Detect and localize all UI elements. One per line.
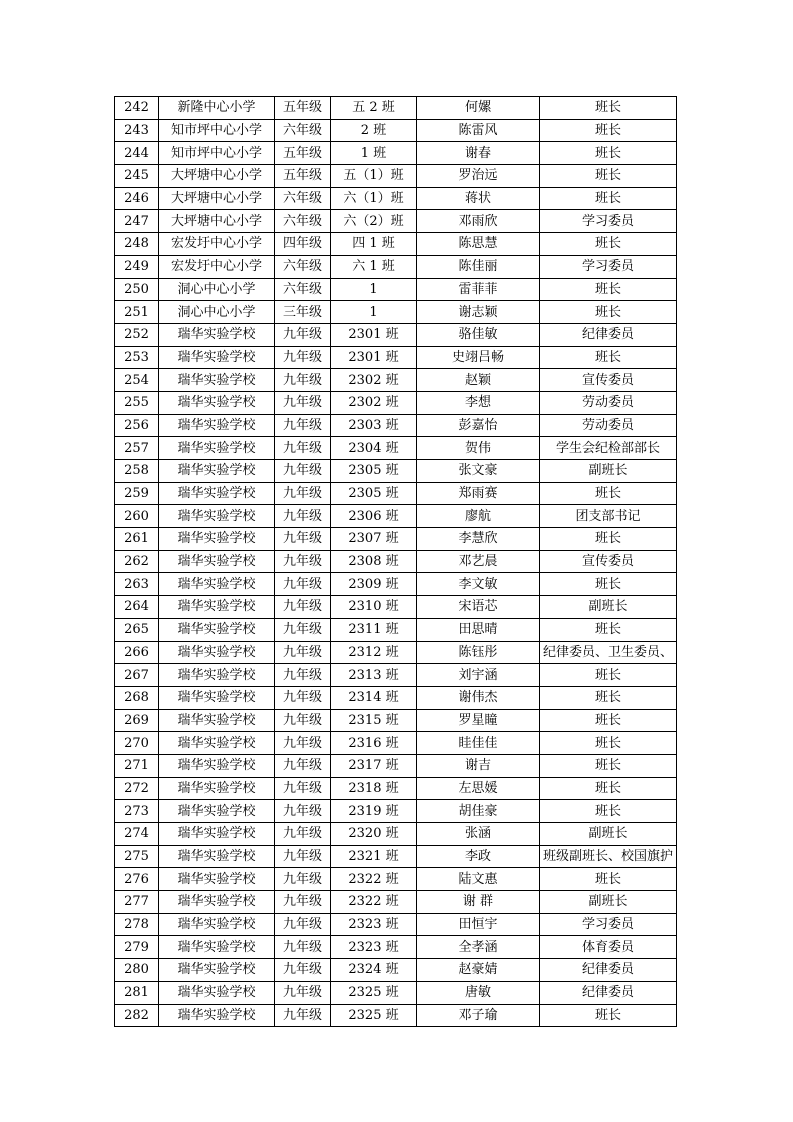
table-row	[115, 369, 677, 392]
student-name-cell: 谢吉	[417, 754, 540, 777]
class-name-cell: 2312 班	[331, 641, 417, 664]
row-number-cell: 242	[115, 97, 159, 120]
school-name-cell: 瑞华实验学校	[159, 573, 275, 596]
row-number-cell: 281	[115, 981, 159, 1004]
student-name-cell: 谢志颖	[417, 301, 540, 324]
grade-cell: 九年级	[275, 596, 331, 619]
role-cell: 学习委员	[540, 210, 677, 233]
school-name-cell: 瑞华实验学校	[159, 482, 275, 505]
class-name-cell: 2325 班	[331, 1004, 417, 1027]
role-cell: 班长	[540, 142, 677, 165]
student-name-cell: 田恒宇	[417, 913, 540, 936]
table-row	[115, 664, 677, 687]
grade-cell: 九年级	[275, 414, 331, 437]
class-name-cell: 2315 班	[331, 709, 417, 732]
role-cell: 宣传委员	[540, 369, 677, 392]
student-name-cell: 何嫘	[417, 97, 540, 120]
class-name-cell: 五 2 班	[331, 97, 417, 120]
table-row	[115, 913, 677, 936]
row-number-cell: 243	[115, 119, 159, 142]
table-row	[115, 868, 677, 891]
role-cell: 班长	[540, 233, 677, 256]
school-name-cell: 瑞华实验学校	[159, 959, 275, 982]
class-name-cell: 2306 班	[331, 505, 417, 528]
school-name-cell: 瑞华实验学校	[159, 936, 275, 959]
row-number-cell: 256	[115, 414, 159, 437]
table-row	[115, 891, 677, 914]
role-cell: 班长	[540, 97, 677, 120]
role-cell: 班长	[540, 709, 677, 732]
school-name-cell: 瑞华实验学校	[159, 1004, 275, 1027]
row-number-cell: 278	[115, 913, 159, 936]
grade-cell: 九年级	[275, 823, 331, 846]
student-name-cell: 宋语芯	[417, 596, 540, 619]
table-row	[115, 1004, 677, 1027]
student-name-cell: 贺伟	[417, 437, 540, 460]
row-number-cell: 264	[115, 596, 159, 619]
table-row	[115, 210, 677, 233]
class-name-cell: 2301 班	[331, 346, 417, 369]
row-number-cell: 263	[115, 573, 159, 596]
school-name-cell: 瑞华实验学校	[159, 641, 275, 664]
school-name-cell: 瑞华实验学校	[159, 913, 275, 936]
school-name-cell: 瑞华实验学校	[159, 754, 275, 777]
student-name-cell: 眭佳佳	[417, 732, 540, 755]
role-cell: 纪律委员	[540, 323, 677, 346]
class-name-cell: 2311 班	[331, 618, 417, 641]
student-name-cell: 史翊吕畅	[417, 346, 540, 369]
row-number-cell: 282	[115, 1004, 159, 1027]
grade-cell: 九年级	[275, 913, 331, 936]
school-name-cell: 瑞华实验学校	[159, 346, 275, 369]
school-name-cell: 大坪塘中心小学	[159, 187, 275, 210]
role-cell: 班长	[540, 528, 677, 551]
role-cell: 班长	[540, 165, 677, 188]
role-cell: 班长	[540, 868, 677, 891]
role-cell: 班长	[540, 754, 677, 777]
row-number-cell: 254	[115, 369, 159, 392]
grade-cell: 三年级	[275, 301, 331, 324]
class-name-cell: 五（1）班	[331, 165, 417, 188]
row-number-cell: 248	[115, 233, 159, 256]
student-name-cell: 骆佳敏	[417, 323, 540, 346]
grade-cell: 六年级	[275, 278, 331, 301]
row-number-cell: 280	[115, 959, 159, 982]
grade-cell: 九年级	[275, 732, 331, 755]
grade-cell: 九年级	[275, 369, 331, 392]
table-row	[115, 323, 677, 346]
grade-cell: 五年级	[275, 97, 331, 120]
class-name-cell: 2310 班	[331, 596, 417, 619]
student-name-cell: 陈钰彤	[417, 641, 540, 664]
row-number-cell: 247	[115, 210, 159, 233]
student-name-cell: 陈思慧	[417, 233, 540, 256]
class-name-cell: 六 1 班	[331, 255, 417, 278]
grade-cell: 九年级	[275, 686, 331, 709]
school-name-cell: 瑞华实验学校	[159, 460, 275, 483]
grade-cell: 九年级	[275, 346, 331, 369]
table-row	[115, 641, 677, 664]
row-number-cell: 244	[115, 142, 159, 165]
class-name-cell: 2324 班	[331, 959, 417, 982]
table-row	[115, 142, 677, 165]
grade-cell: 九年级	[275, 777, 331, 800]
table-row	[115, 505, 677, 528]
school-name-cell: 瑞华实验学校	[159, 437, 275, 460]
grade-cell: 五年级	[275, 142, 331, 165]
role-cell: 学生会纪检部部长	[540, 437, 677, 460]
class-name-cell: 1 班	[331, 142, 417, 165]
row-number-cell: 266	[115, 641, 159, 664]
class-name-cell: 2321 班	[331, 845, 417, 868]
class-name-cell: 2303 班	[331, 414, 417, 437]
student-name-cell: 谢伟杰	[417, 686, 540, 709]
class-name-cell: 2301 班	[331, 323, 417, 346]
row-number-cell: 246	[115, 187, 159, 210]
student-name-cell: 左思媛	[417, 777, 540, 800]
class-name-cell: 六（2）班	[331, 210, 417, 233]
class-name-cell: 六（1）班	[331, 187, 417, 210]
table-row	[115, 437, 677, 460]
class-name-cell: 2325 班	[331, 981, 417, 1004]
class-name-cell: 2302 班	[331, 369, 417, 392]
table-row	[115, 800, 677, 823]
table-row	[115, 414, 677, 437]
student-name-cell: 郑雨赛	[417, 482, 540, 505]
role-cell: 班长	[540, 777, 677, 800]
table-row	[115, 528, 677, 551]
school-name-cell: 瑞华实验学校	[159, 528, 275, 551]
grade-cell: 九年级	[275, 641, 331, 664]
table-row	[115, 278, 677, 301]
row-number-cell: 267	[115, 664, 159, 687]
class-name-cell: 2302 班	[331, 391, 417, 414]
table-row	[115, 346, 677, 369]
class-name-cell: 2305 班	[331, 460, 417, 483]
student-name-cell: 李想	[417, 391, 540, 414]
role-cell: 学习委员	[540, 255, 677, 278]
grade-cell: 九年级	[275, 1004, 331, 1027]
grade-cell: 九年级	[275, 437, 331, 460]
row-number-cell: 261	[115, 528, 159, 551]
role-cell: 体育委员	[540, 936, 677, 959]
student-name-cell: 陆文惠	[417, 868, 540, 891]
table-row	[115, 981, 677, 1004]
row-number-cell: 272	[115, 777, 159, 800]
table-row	[115, 187, 677, 210]
row-number-cell: 253	[115, 346, 159, 369]
role-cell: 学习委员	[540, 913, 677, 936]
role-cell: 班长	[540, 1004, 677, 1027]
class-name-cell: 2318 班	[331, 777, 417, 800]
class-name-cell: 2307 班	[331, 528, 417, 551]
class-name-cell: 2305 班	[331, 482, 417, 505]
class-name-cell: 1	[331, 301, 417, 324]
row-number-cell: 268	[115, 686, 159, 709]
role-cell: 纪律委员	[540, 981, 677, 1004]
row-number-cell: 259	[115, 482, 159, 505]
school-name-cell: 瑞华实验学校	[159, 891, 275, 914]
grade-cell: 九年级	[275, 845, 331, 868]
grade-cell: 九年级	[275, 550, 331, 573]
role-cell: 班长	[540, 664, 677, 687]
class-name-cell: 2322 班	[331, 891, 417, 914]
table-row	[115, 596, 677, 619]
school-name-cell: 大坪塘中心小学	[159, 165, 275, 188]
grade-cell: 五年级	[275, 165, 331, 188]
grade-cell: 九年级	[275, 528, 331, 551]
role-cell: 班长	[540, 278, 677, 301]
table-row	[115, 460, 677, 483]
role-cell: 班级副班长、校国旗护	[540, 845, 677, 868]
grade-cell: 九年级	[275, 460, 331, 483]
student-name-cell: 赵豪婧	[417, 959, 540, 982]
student-name-cell: 李慧欣	[417, 528, 540, 551]
grade-cell: 四年级	[275, 233, 331, 256]
class-name-cell: 2319 班	[331, 800, 417, 823]
row-number-cell: 279	[115, 936, 159, 959]
student-name-cell: 罗治远	[417, 165, 540, 188]
school-name-cell: 知市坪中心小学	[159, 119, 275, 142]
grade-cell: 九年级	[275, 482, 331, 505]
class-name-cell: 2322 班	[331, 868, 417, 891]
school-name-cell: 瑞华实验学校	[159, 664, 275, 687]
school-name-cell: 瑞华实验学校	[159, 369, 275, 392]
student-name-cell: 陈雷风	[417, 119, 540, 142]
row-number-cell: 265	[115, 618, 159, 641]
table-row	[115, 936, 677, 959]
table-row	[115, 845, 677, 868]
school-name-cell: 宏发圩中心小学	[159, 233, 275, 256]
school-name-cell: 宏发圩中心小学	[159, 255, 275, 278]
role-cell: 副班长	[540, 823, 677, 846]
student-name-cell: 雷菲菲	[417, 278, 540, 301]
school-name-cell: 瑞华实验学校	[159, 732, 275, 755]
class-name-cell: 2 班	[331, 119, 417, 142]
table-row	[115, 618, 677, 641]
table-row	[115, 165, 677, 188]
row-number-cell: 270	[115, 732, 159, 755]
role-cell: 宣传委员	[540, 550, 677, 573]
grade-cell: 九年级	[275, 868, 331, 891]
school-name-cell: 洞心中心小学	[159, 278, 275, 301]
school-name-cell: 新隆中心小学	[159, 97, 275, 120]
role-cell: 班长	[540, 686, 677, 709]
school-name-cell: 瑞华实验学校	[159, 323, 275, 346]
student-name-cell: 李文敏	[417, 573, 540, 596]
student-name-cell: 胡佳豪	[417, 800, 540, 823]
grade-cell: 六年级	[275, 187, 331, 210]
row-number-cell: 250	[115, 278, 159, 301]
row-number-cell: 245	[115, 165, 159, 188]
school-name-cell: 瑞华实验学校	[159, 550, 275, 573]
row-number-cell: 271	[115, 754, 159, 777]
table-row	[115, 777, 677, 800]
role-cell: 团支部书记	[540, 505, 677, 528]
school-name-cell: 瑞华实验学校	[159, 981, 275, 1004]
school-name-cell: 瑞华实验学校	[159, 845, 275, 868]
role-cell: 纪律委员	[540, 959, 677, 982]
row-number-cell: 251	[115, 301, 159, 324]
student-name-cell: 全孝涵	[417, 936, 540, 959]
school-name-cell: 瑞华实验学校	[159, 596, 275, 619]
role-cell: 班长	[540, 482, 677, 505]
role-cell: 劳动委员	[540, 391, 677, 414]
school-name-cell: 瑞华实验学校	[159, 800, 275, 823]
table-row	[115, 709, 677, 732]
table-row	[115, 550, 677, 573]
grade-cell: 六年级	[275, 255, 331, 278]
role-cell: 班长	[540, 618, 677, 641]
school-name-cell: 洞心中心小学	[159, 301, 275, 324]
class-name-cell: 2317 班	[331, 754, 417, 777]
class-name-cell: 2304 班	[331, 437, 417, 460]
school-name-cell: 瑞华实验学校	[159, 505, 275, 528]
grade-cell: 九年级	[275, 891, 331, 914]
table-row	[115, 754, 677, 777]
student-name-cell: 赵颖	[417, 369, 540, 392]
grade-cell: 九年级	[275, 936, 331, 959]
school-name-cell: 瑞华实验学校	[159, 391, 275, 414]
student-name-cell: 李政	[417, 845, 540, 868]
row-number-cell: 262	[115, 550, 159, 573]
class-name-cell: 2320 班	[331, 823, 417, 846]
student-name-cell: 邓雨欣	[417, 210, 540, 233]
student-name-cell: 邓子瑜	[417, 1004, 540, 1027]
role-cell: 班长	[540, 301, 677, 324]
class-name-cell: 四 1 班	[331, 233, 417, 256]
table-row	[115, 482, 677, 505]
row-number-cell: 277	[115, 891, 159, 914]
table-row	[115, 233, 677, 256]
role-cell: 纪律委员、卫生委员、	[540, 641, 677, 664]
school-name-cell: 知市坪中心小学	[159, 142, 275, 165]
student-name-cell: 彭嘉怡	[417, 414, 540, 437]
student-roster-table	[114, 96, 677, 1027]
row-number-cell: 255	[115, 391, 159, 414]
row-number-cell: 273	[115, 800, 159, 823]
student-name-cell: 邓艺晨	[417, 550, 540, 573]
table-row	[115, 573, 677, 596]
table-row	[115, 823, 677, 846]
student-name-cell: 张涵	[417, 823, 540, 846]
school-name-cell: 瑞华实验学校	[159, 686, 275, 709]
table-row	[115, 959, 677, 982]
grade-cell: 九年级	[275, 505, 331, 528]
student-name-cell: 廖航	[417, 505, 540, 528]
row-number-cell: 258	[115, 460, 159, 483]
role-cell: 班长	[540, 573, 677, 596]
class-name-cell: 2316 班	[331, 732, 417, 755]
student-name-cell: 田思晴	[417, 618, 540, 641]
role-cell: 副班长	[540, 891, 677, 914]
grade-cell: 六年级	[275, 210, 331, 233]
row-number-cell: 275	[115, 845, 159, 868]
row-number-cell: 260	[115, 505, 159, 528]
school-name-cell: 瑞华实验学校	[159, 618, 275, 641]
student-name-cell: 罗星瞳	[417, 709, 540, 732]
class-name-cell: 2314 班	[331, 686, 417, 709]
grade-cell: 九年级	[275, 959, 331, 982]
table-row	[115, 732, 677, 755]
table-row	[115, 255, 677, 278]
grade-cell: 九年级	[275, 618, 331, 641]
row-number-cell: 249	[115, 255, 159, 278]
student-name-cell: 陈佳丽	[417, 255, 540, 278]
school-name-cell: 瑞华实验学校	[159, 709, 275, 732]
grade-cell: 九年级	[275, 800, 331, 823]
school-name-cell: 瑞华实验学校	[159, 414, 275, 437]
school-name-cell: 瑞华实验学校	[159, 777, 275, 800]
grade-cell: 六年级	[275, 119, 331, 142]
class-name-cell: 2313 班	[331, 664, 417, 687]
table-row	[115, 391, 677, 414]
school-name-cell: 大坪塘中心小学	[159, 210, 275, 233]
role-cell: 班长	[540, 800, 677, 823]
grade-cell: 九年级	[275, 573, 331, 596]
class-name-cell: 2323 班	[331, 913, 417, 936]
student-name-cell: 唐敏	[417, 981, 540, 1004]
role-cell: 劳动委员	[540, 414, 677, 437]
grade-cell: 九年级	[275, 709, 331, 732]
table-row	[115, 686, 677, 709]
row-number-cell: 274	[115, 823, 159, 846]
grade-cell: 九年级	[275, 754, 331, 777]
grade-cell: 九年级	[275, 323, 331, 346]
role-cell: 副班长	[540, 460, 677, 483]
grade-cell: 九年级	[275, 664, 331, 687]
grade-cell: 九年级	[275, 391, 331, 414]
row-number-cell: 252	[115, 323, 159, 346]
role-cell: 班长	[540, 119, 677, 142]
table-row	[115, 301, 677, 324]
student-name-cell: 谢 群	[417, 891, 540, 914]
student-name-cell: 蒋状	[417, 187, 540, 210]
role-cell: 副班长	[540, 596, 677, 619]
grade-cell: 九年级	[275, 981, 331, 1004]
student-name-cell: 谢春	[417, 142, 540, 165]
role-cell: 班长	[540, 346, 677, 369]
role-cell: 班长	[540, 187, 677, 210]
class-name-cell: 2309 班	[331, 573, 417, 596]
student-name-cell: 张文豪	[417, 460, 540, 483]
table-row	[115, 119, 677, 142]
row-number-cell: 276	[115, 868, 159, 891]
row-number-cell: 257	[115, 437, 159, 460]
student-name-cell: 刘宇涵	[417, 664, 540, 687]
class-name-cell: 2323 班	[331, 936, 417, 959]
row-number-cell: 269	[115, 709, 159, 732]
class-name-cell: 2308 班	[331, 550, 417, 573]
role-cell: 班长	[540, 732, 677, 755]
school-name-cell: 瑞华实验学校	[159, 868, 275, 891]
table-row	[115, 97, 677, 120]
roster-body	[115, 97, 677, 1027]
school-name-cell: 瑞华实验学校	[159, 823, 275, 846]
class-name-cell: 1	[331, 278, 417, 301]
